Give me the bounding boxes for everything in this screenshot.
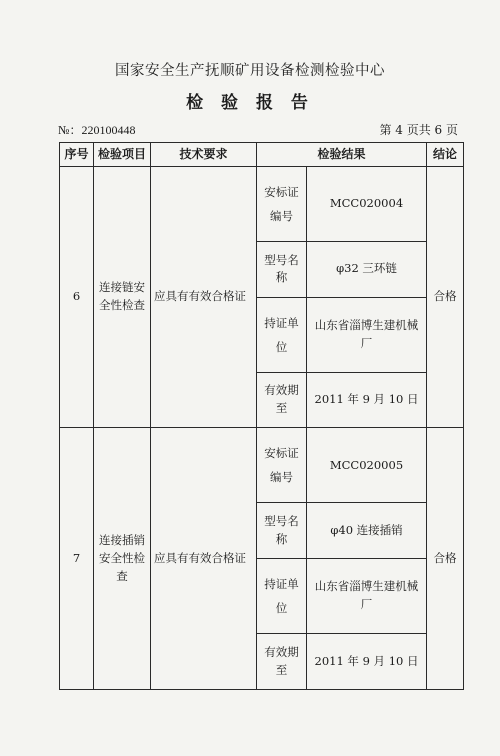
- result-value: 山东省淄博生建机械厂: [307, 559, 427, 634]
- report-title: 检 验 报 告: [186, 93, 314, 113]
- result-value: MCC020005: [307, 428, 427, 503]
- header-no: 序号: [60, 143, 94, 167]
- result-label: 型号名称: [257, 503, 307, 559]
- serial-value: 220100448: [81, 123, 136, 137]
- serial-prefix: №：: [58, 123, 82, 137]
- row-no: 7: [60, 428, 94, 690]
- row-conclusion: 合格: [427, 167, 464, 428]
- header-conclusion: 结论: [427, 143, 464, 167]
- header-result: 检验结果: [257, 143, 427, 167]
- result-label: 有效期至: [257, 372, 307, 428]
- table-row: [60, 428, 464, 503]
- result-label: 型号名称: [257, 242, 307, 298]
- row-requirement: 应具有有效合格证: [151, 167, 257, 428]
- result-label: 有效期至: [257, 634, 307, 690]
- result-label: 持证单位: [257, 297, 307, 372]
- inspection-table: [59, 142, 464, 690]
- row-conclusion: 合格: [427, 428, 464, 690]
- row-item: 连接插销安全性检查: [94, 428, 151, 690]
- result-value: 2011 年 9 月 10 日: [307, 634, 427, 690]
- header-requirement: 技术要求: [151, 143, 257, 167]
- result-label: 安标证编号: [257, 167, 307, 242]
- row-requirement: 应具有有效合格证: [151, 428, 257, 690]
- result-value: 2011 年 9 月 10 日: [307, 372, 427, 428]
- result-value: φ32 三环链: [307, 242, 427, 298]
- table-header-row: [60, 143, 464, 167]
- table-row: [60, 167, 464, 242]
- row-no: 6: [60, 167, 94, 428]
- row-item: 连接链安全性检查: [94, 167, 151, 428]
- result-label: 安标证编号: [257, 428, 307, 503]
- result-value: φ40 连接插销: [307, 503, 427, 559]
- result-value: MCC020004: [307, 167, 427, 242]
- serial-number: [58, 121, 135, 138]
- page-info: 第 4 页共 6 页: [379, 123, 458, 137]
- result-label: 持证单位: [257, 559, 307, 634]
- result-value: 山东省淄博生建机械厂: [307, 297, 427, 372]
- header-item: 检验项目: [94, 143, 151, 167]
- org-name: 国家安全生产抚顺矿用设备检测检验中心: [115, 63, 385, 79]
